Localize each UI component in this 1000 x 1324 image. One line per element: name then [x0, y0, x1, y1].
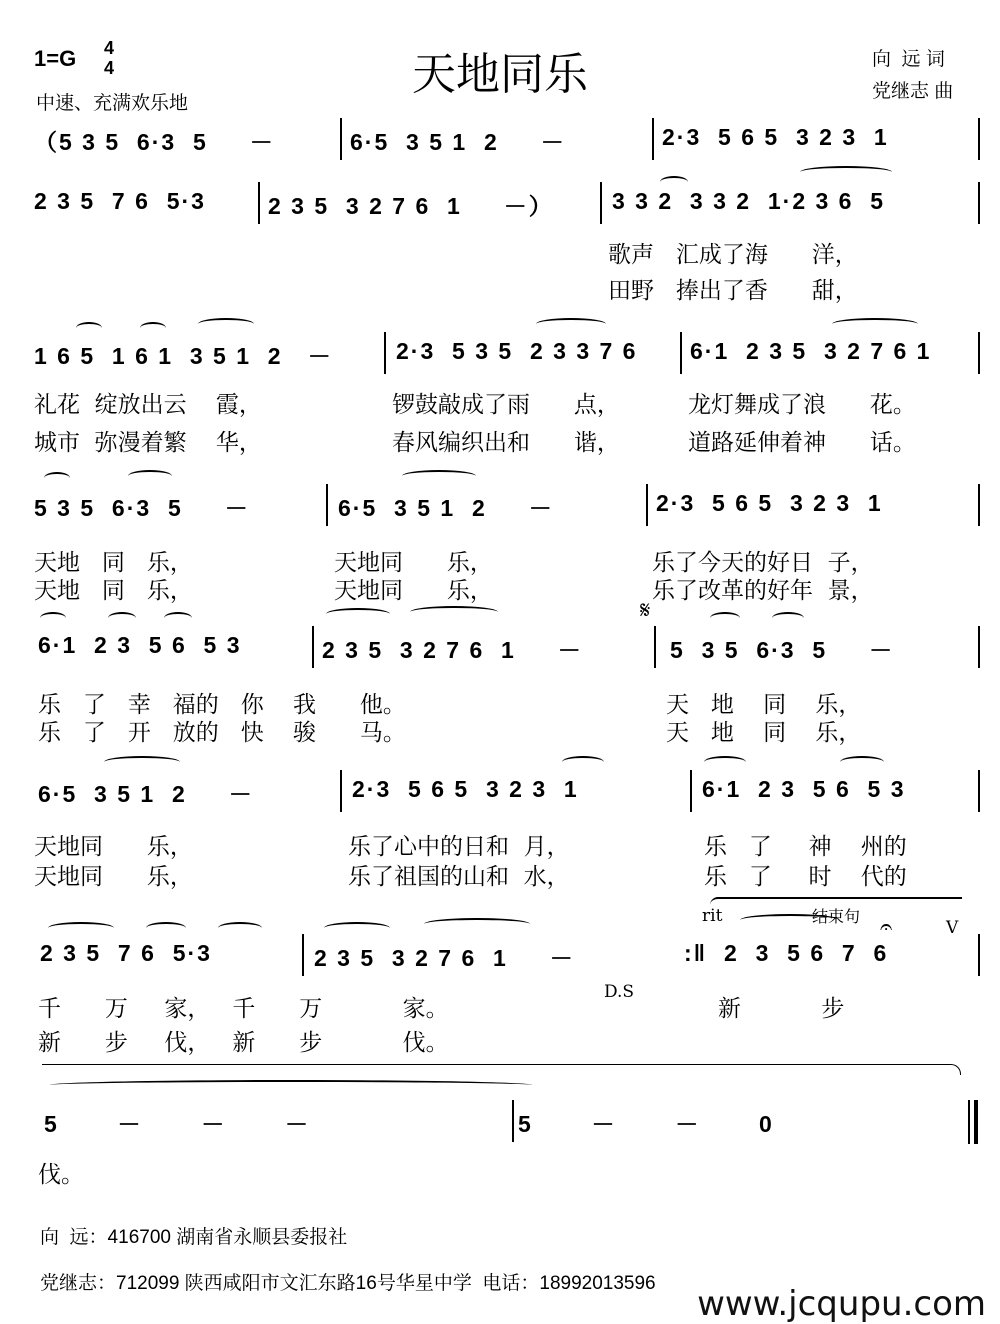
breath-mark: V [946, 918, 959, 938]
measure: 2·3 5 3 5 2 3 3 7 6 [396, 338, 638, 364]
measure: 5 3 5 6·3 5 － [34, 495, 250, 521]
fermata-icon: 𝄐 [880, 914, 893, 939]
time-sig-bottom: 4 [104, 58, 115, 78]
lyric-line: 天地同 乐， [334, 578, 493, 604]
measure: 6·1 2 3 5 3 2 7 6 1 [690, 338, 932, 364]
measure: 2 3 5 3 2 7 6 1 －） [268, 193, 554, 219]
measure: 2 3 5 3 2 7 6 1 － [322, 637, 583, 663]
rit-marking: rit [702, 906, 723, 926]
measure: 2·3 5 6 5 3 2 3 1 [656, 490, 883, 516]
measure: 2 3 5 7 6 5·3 [34, 188, 206, 214]
tempo-marking: 中速、充满欢乐地 [36, 93, 189, 114]
lyric-line: 道路延伸着神 话。 [688, 430, 916, 456]
lyric-line: 锣鼓敲成了雨 点， [392, 392, 620, 418]
measure: 6·1 2 3 5 6 5 3 [38, 632, 242, 658]
lyricist-address: 向 远：416700 湖南省永顺县委报社 [40, 1227, 348, 1248]
lyricist: 向 远 词 [872, 49, 945, 70]
lyric-line: 天地 同 乐， [34, 550, 193, 576]
measure: （5 3 5 6·3 5 － [34, 129, 275, 155]
composer: 党继志 曲 [872, 81, 954, 102]
lyric-line: 乐了改革的好年 景， [652, 578, 874, 604]
lyric-line: 乐了今天的好日 子， [652, 550, 874, 576]
lyric-line: 乐了祖国的山和 水， [348, 864, 570, 890]
song-title: 天地同乐 [412, 49, 588, 100]
lyric-line: 春风编织出和 谐， [392, 430, 620, 456]
measure: 2 3 5 3 2 7 6 1 － [314, 945, 575, 971]
time-sig-top: 4 [104, 38, 115, 58]
lyric-line: 天地同 乐， [34, 834, 193, 860]
measure: 3 3 2 3 3 2 1·2 3 6 5 [612, 188, 886, 214]
measure: 1 6 5 1 6 1 3 5 1 2 － [34, 343, 333, 369]
key-signature: 1=G [34, 46, 77, 71]
measure: 5 － － － [44, 1111, 310, 1137]
measure: 2 3 5 6 7 6 [724, 940, 889, 966]
measure: 2 3 5 7 6 5·3 [40, 940, 212, 966]
lyric-line: 天地同 乐， [334, 550, 493, 576]
lyric-line: 田野 捧出了香 甜， [608, 278, 858, 304]
lyric-line: 城市 弥漫着繁 华， [34, 430, 262, 456]
measure: 6·5 3 5 1 2 － [350, 129, 566, 155]
watermark: www.jcqupu.com [697, 1284, 986, 1324]
ending-phrase-label: 结束句 [812, 909, 861, 926]
measure: 6·5 3 5 1 2 － [38, 781, 254, 807]
lyric-line: 歌声 汇成了海 洋， [608, 242, 858, 268]
lyric-line: 乐 了 时 代的 [704, 864, 907, 890]
lyric-line: 礼花 绽放出云 霞， [34, 392, 262, 418]
lyric-line: 新 步 伐， 新 步 伐。 [38, 1030, 449, 1056]
lyric-line: 乐 了 神 州的 [704, 834, 907, 860]
lyric-line: 天地 同 乐， [34, 578, 193, 604]
segno-sign: 𝄋 [640, 596, 651, 624]
lyric-line: 乐 了 幸 福的 你 我 他。 [38, 692, 406, 718]
composer-address: 党继志：712099 陕西咸阳市文汇东路16号华星中学 电话：18992013596 [40, 1273, 656, 1294]
lyric-line: 新 步 [718, 996, 845, 1022]
measure: 6·5 3 5 1 2 － [338, 495, 554, 521]
repeat-end-sign: :‖ [684, 940, 708, 966]
lyric-line: 龙灯舞成了浪 花。 [688, 392, 916, 418]
measure: 2·3 5 6 5 3 2 3 1 [662, 124, 889, 150]
lyric-line: 天 地 同 乐， [666, 692, 862, 718]
lyric-line: 乐 了 开 放的 快 骏 马。 [38, 720, 406, 746]
measure: 6·1 2 3 5 6 5 3 [702, 776, 906, 802]
measure: 2·3 5 6 5 3 2 3 1 [352, 776, 579, 802]
lyric-line: 天地同 乐， [34, 864, 193, 890]
time-signature [104, 38, 114, 78]
ds-marking: D.S [604, 982, 635, 1002]
lyric-line: 伐。 [38, 1162, 84, 1188]
measure: 5 － － 0 [518, 1111, 774, 1137]
final-barline [974, 1100, 978, 1144]
lyric-line: 乐了心中的日和 月， [348, 834, 570, 860]
lyric-line: 千 万 家， 千 万 家。 [38, 996, 449, 1022]
measure: 5 3 5 6·3 5 － [670, 637, 895, 663]
lyric-line: 天 地 同 乐， [666, 720, 862, 746]
